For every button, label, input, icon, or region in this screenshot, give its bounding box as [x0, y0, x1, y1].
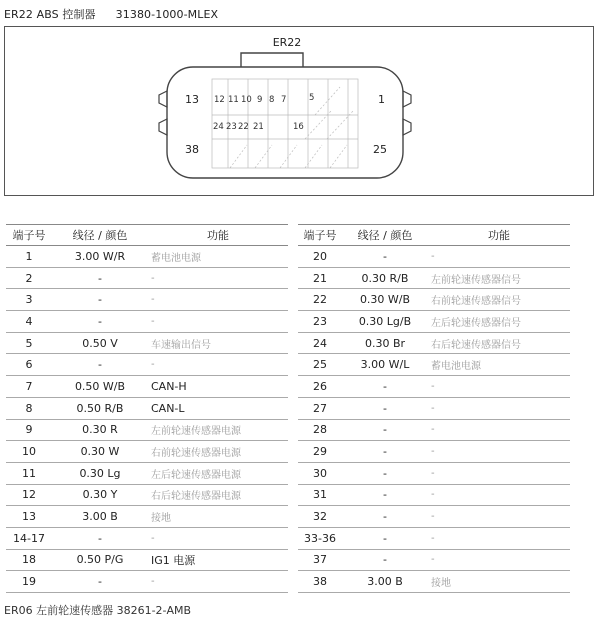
function-cell: 接地 — [148, 506, 288, 528]
pin-cell: 24 — [298, 332, 342, 354]
wire-cell: 0.30 Y — [52, 484, 148, 506]
wire-cell: 0.50 P/G — [52, 549, 148, 571]
pin-cell: 31 — [298, 484, 342, 506]
pin-table-right — [298, 224, 570, 593]
function-cell: - — [428, 484, 570, 506]
function-cell: - — [428, 506, 570, 528]
table-header-row — [6, 225, 288, 246]
function-cell: - — [428, 246, 570, 268]
wire-cell: - — [52, 571, 148, 593]
next-section-title: ER06 左前轮速传感器 38261-2-AMB — [4, 604, 192, 617]
function-cell: CAN-L — [148, 397, 288, 419]
function-cell: 左后轮速传感器电源 — [148, 462, 288, 484]
pin-number: 16 — [293, 122, 304, 132]
wire-cell: 0.50 W/B — [52, 376, 148, 398]
wire-cell: - — [52, 527, 148, 549]
pin-cell: 38 — [298, 571, 342, 593]
column-header-pin: 端子号 — [298, 225, 342, 246]
function-cell: - — [428, 462, 570, 484]
function-cell: 右前轮速传感器信号 — [428, 289, 570, 311]
function-cell: - — [428, 549, 570, 571]
function-cell: - — [428, 441, 570, 463]
pin-table-left — [6, 224, 288, 593]
function-cell: 左前轮速传感器信号 — [428, 267, 570, 289]
pin-number: 8 — [269, 95, 275, 105]
wire-cell: - — [52, 267, 148, 289]
table-row — [298, 332, 570, 354]
pin-number: 10 — [241, 95, 252, 105]
pin-cell: 13 — [6, 506, 52, 528]
connector-diagram — [5, 27, 593, 195]
table-row — [298, 397, 570, 419]
pin-cell: 33-36 — [298, 527, 342, 549]
function-cell: - — [428, 527, 570, 549]
column-header-function: 功能 — [148, 225, 288, 246]
table-row — [6, 506, 288, 528]
pin-cell: 6 — [6, 354, 52, 376]
wire-cell: 0.30 Lg/B — [342, 311, 428, 333]
table-row — [298, 506, 570, 528]
pin-number: 21 — [253, 122, 264, 132]
table-row — [298, 484, 570, 506]
table-row — [298, 289, 570, 311]
wire-cell: - — [342, 527, 428, 549]
table-row — [298, 311, 570, 333]
function-cell: 右后轮速传感器电源 — [148, 484, 288, 506]
table-row — [298, 246, 570, 268]
pin-cell: 1 — [6, 246, 52, 268]
pin-cell: 18 — [6, 549, 52, 571]
wire-cell: - — [342, 441, 428, 463]
part-number: 31380-1000-MLEX — [115, 8, 219, 21]
wire-cell: - — [342, 506, 428, 528]
pin-cell: 20 — [298, 246, 342, 268]
wire-cell: 0.50 R/B — [52, 397, 148, 419]
function-cell: - — [148, 289, 288, 311]
pin-number: 12 — [214, 95, 225, 105]
table-row — [298, 354, 570, 376]
table-row — [298, 527, 570, 549]
pin-cell: 27 — [298, 397, 342, 419]
pin-cell: 25 — [298, 354, 342, 376]
document-title — [4, 6, 218, 22]
table-row — [6, 571, 288, 593]
table-row — [6, 332, 288, 354]
function-cell: - — [148, 267, 288, 289]
pin-cell: 37 — [298, 549, 342, 571]
table-row — [298, 376, 570, 398]
table-row — [6, 441, 288, 463]
function-cell: IG1 电源 — [148, 549, 288, 571]
pin-number: 22 — [238, 122, 249, 132]
wire-cell: 3.00 W/R — [52, 246, 148, 268]
wire-cell: - — [342, 462, 428, 484]
right-tab-lower — [403, 119, 411, 135]
table-row — [6, 549, 288, 571]
pin-cell: 29 — [298, 441, 342, 463]
table-row — [298, 267, 570, 289]
pin-cell: 12 — [6, 484, 52, 506]
pin-cell: 22 — [298, 289, 342, 311]
connector-diagram-box — [4, 26, 594, 196]
pin-cell: 21 — [298, 267, 342, 289]
table-row — [6, 246, 288, 268]
wire-cell: - — [342, 246, 428, 268]
table-row — [6, 267, 288, 289]
function-cell: - — [428, 419, 570, 441]
table-row — [298, 549, 570, 571]
pin-cell: 32 — [298, 506, 342, 528]
function-cell: 蓄电池电源 — [428, 354, 570, 376]
column-header-pin: 端子号 — [6, 225, 52, 246]
connector-title: ER22 ABS 控制器 — [4, 8, 96, 21]
function-cell: 车速输出信号 — [148, 332, 288, 354]
pin-cell: 26 — [298, 376, 342, 398]
function-cell: - — [428, 376, 570, 398]
function-cell: - — [148, 571, 288, 593]
wire-cell: - — [342, 376, 428, 398]
pin-cell: 14-17 — [6, 527, 52, 549]
corner-label: 38 — [185, 143, 199, 156]
wire-cell: - — [342, 484, 428, 506]
wire-cell: 0.30 Br — [342, 332, 428, 354]
left-tab — [159, 91, 167, 107]
wire-cell: 0.30 W/B — [342, 289, 428, 311]
corner-label: 25 — [373, 143, 387, 156]
pin-cell: 8 — [6, 397, 52, 419]
wire-cell: 0.30 Lg — [52, 462, 148, 484]
wire-cell: 0.30 W — [52, 441, 148, 463]
wire-cell: - — [342, 419, 428, 441]
wire-cell: - — [342, 397, 428, 419]
function-cell: - — [148, 527, 288, 549]
function-cell: 接地 — [428, 571, 570, 593]
pin-cell: 2 — [6, 267, 52, 289]
wire-cell: - — [52, 311, 148, 333]
function-cell: 蓄电池电源 — [148, 246, 288, 268]
pin-number: 23 — [226, 122, 237, 132]
pin-number: 11 — [228, 95, 239, 105]
function-cell: - — [148, 311, 288, 333]
table-row — [6, 527, 288, 549]
connector-latch — [241, 53, 303, 67]
table-row — [6, 376, 288, 398]
wire-cell: 0.30 R — [52, 419, 148, 441]
function-cell: - — [428, 397, 570, 419]
wire-cell: 3.00 W/L — [342, 354, 428, 376]
pin-cell: 9 — [6, 419, 52, 441]
function-cell: 左前轮速传感器电源 — [148, 419, 288, 441]
pin-cell: 7 — [6, 376, 52, 398]
pin-number: 24 — [213, 122, 224, 132]
column-header-wire: 线径 / 颜色 — [342, 225, 428, 246]
pin-number: 7 — [281, 95, 287, 105]
function-cell: - — [148, 354, 288, 376]
pin-number: 5 — [309, 93, 315, 103]
table-row — [6, 462, 288, 484]
corner-label: 13 — [185, 93, 199, 106]
pin-cell: 11 — [6, 462, 52, 484]
wire-cell: - — [342, 549, 428, 571]
connector-name-label: ER22 — [272, 36, 302, 49]
right-tab — [403, 91, 411, 107]
table-row — [298, 441, 570, 463]
wire-cell: - — [52, 354, 148, 376]
pin-cell: 28 — [298, 419, 342, 441]
function-cell: 左后轮速传感器信号 — [428, 311, 570, 333]
table-row — [6, 354, 288, 376]
wire-cell: - — [52, 289, 148, 311]
function-cell: 右后轮速传感器信号 — [428, 332, 570, 354]
column-header-function: 功能 — [428, 225, 570, 246]
table-row — [6, 397, 288, 419]
pin-cell: 10 — [6, 441, 52, 463]
table-row — [6, 419, 288, 441]
table-row — [298, 462, 570, 484]
table-header-row — [298, 225, 570, 246]
table-row — [6, 311, 288, 333]
wire-cell: 0.30 R/B — [342, 267, 428, 289]
table-row — [6, 484, 288, 506]
pin-cell: 23 — [298, 311, 342, 333]
pin-cell: 3 — [6, 289, 52, 311]
function-cell: 右前轮速传感器电源 — [148, 441, 288, 463]
table-row — [298, 419, 570, 441]
column-header-wire: 线径 / 颜色 — [52, 225, 148, 246]
left-tab-lower — [159, 119, 167, 135]
pin-number: 9 — [257, 95, 263, 105]
pin-cell: 19 — [6, 571, 52, 593]
corner-label: 1 — [378, 93, 385, 106]
function-cell: CAN-H — [148, 376, 288, 398]
wire-cell: 3.00 B — [52, 506, 148, 528]
pin-cell: 30 — [298, 462, 342, 484]
table-row — [6, 289, 288, 311]
table-row — [298, 571, 570, 593]
pin-cell: 5 — [6, 332, 52, 354]
wire-cell: 0.50 V — [52, 332, 148, 354]
pin-cell: 4 — [6, 311, 52, 333]
wire-cell: 3.00 B — [342, 571, 428, 593]
